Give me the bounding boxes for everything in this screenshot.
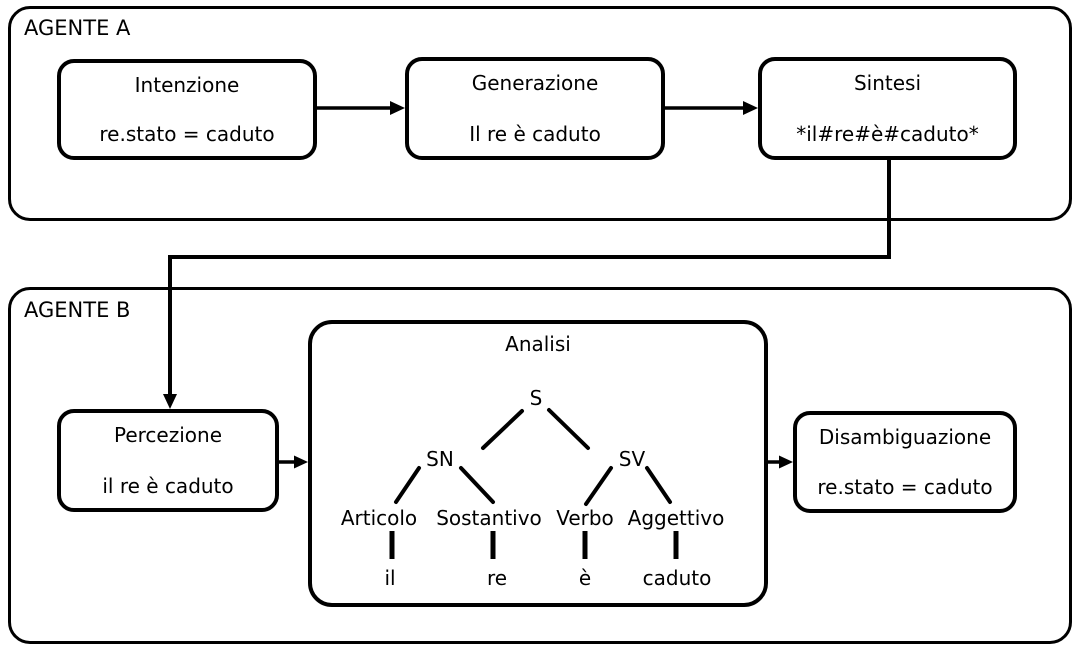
agent-a-label: AGENTE A bbox=[24, 16, 131, 40]
node-analisi-title: Analisi bbox=[505, 332, 571, 356]
tree-leaf-caduto: caduto bbox=[642, 566, 712, 590]
node-sintesi-title: Sintesi bbox=[853, 71, 922, 95]
node-generazione-value: Il re è caduto bbox=[469, 122, 601, 146]
node-analisi bbox=[308, 320, 768, 607]
node-percezione-value: il re è caduto bbox=[102, 474, 234, 498]
node-intenzione-value: re.stato = caduto bbox=[99, 122, 275, 146]
node-disambiguazione bbox=[793, 411, 1017, 513]
node-sintesi-value: *il#re#è#caduto* bbox=[796, 122, 979, 146]
agent-b-label: AGENTE B bbox=[24, 298, 131, 322]
node-generazione bbox=[405, 57, 665, 160]
node-generazione-title: Generazione bbox=[471, 71, 599, 95]
node-disambiguazione-value: re.stato = caduto bbox=[817, 475, 993, 499]
tree-node-verbo: Verbo bbox=[556, 506, 614, 530]
tree-leaf-re: re bbox=[486, 566, 508, 590]
node-intenzione-title: Intenzione bbox=[134, 73, 240, 97]
node-sintesi bbox=[758, 57, 1017, 160]
node-disambiguazione-title: Disambiguazione bbox=[818, 425, 992, 449]
tree-node-aggettivo: Aggettivo bbox=[627, 506, 725, 530]
node-intenzione bbox=[57, 59, 317, 160]
tree-node-sostantivo: Sostantivo bbox=[436, 506, 542, 530]
node-percezione-title: Percezione bbox=[113, 423, 222, 447]
tree-leaf-il: il bbox=[384, 566, 396, 590]
tree-node-articolo: Articolo bbox=[340, 506, 418, 530]
tree-node-s: S bbox=[529, 386, 543, 410]
tree-leaf-e: è bbox=[578, 566, 592, 590]
tree-node-sn: SN bbox=[426, 447, 454, 471]
tree-node-sv: SV bbox=[618, 447, 646, 471]
node-percezione bbox=[57, 409, 279, 512]
